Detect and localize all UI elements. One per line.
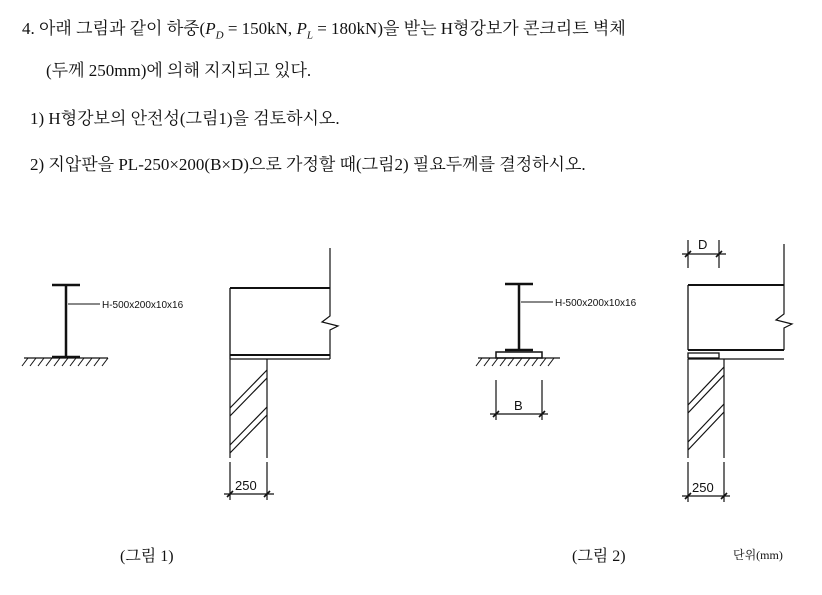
plate-d-label: D: [698, 237, 708, 252]
h-section-icon: [52, 285, 80, 357]
problem-text-a: 아래 그림과 같이 하중(: [39, 19, 206, 38]
plate-b-label: B: [514, 398, 523, 413]
problem-statement-line-2: (두께 250mm)에 의해 지지되고 있다.: [46, 61, 312, 80]
problem-number: 4.: [22, 19, 35, 38]
dead-load-subscript: D: [215, 29, 224, 42]
live-load-symbol: P: [296, 19, 307, 38]
wall-thickness-label-2: 250: [692, 480, 714, 495]
wall-thickness-label-1: 250: [235, 478, 257, 493]
figure-2-caption: (그림 2): [572, 548, 626, 565]
section-label-1: H-500x200x10x16: [102, 300, 184, 311]
beam-elevation-2: [688, 244, 792, 358]
question-1: 1) H형강보의 안전성(그림1)을 검토하시오.: [30, 109, 340, 128]
question-2: 2) 지압판을 PL-250×200(B×D)으로 가정할 때(그림2) 필요두께를 결정하시오.: [30, 155, 586, 174]
unit-note: 단위(mm): [733, 548, 783, 562]
h-section-with-plate-icon: [496, 284, 542, 358]
live-load-value: = 180kN)을 받는 H형강보가 콘크리트 벽체: [312, 19, 626, 38]
dead-load-value: = 150kN,: [223, 19, 297, 38]
figure-1-caption: (그림 1): [120, 548, 174, 565]
section-label-2: H-500x200x10x16: [555, 298, 637, 309]
dead-load-symbol: P: [205, 19, 216, 38]
beam-elevation-1: [230, 248, 338, 359]
live-load-subscript: L: [306, 29, 313, 42]
figure-2: [476, 240, 792, 502]
figure-1: [22, 248, 338, 500]
